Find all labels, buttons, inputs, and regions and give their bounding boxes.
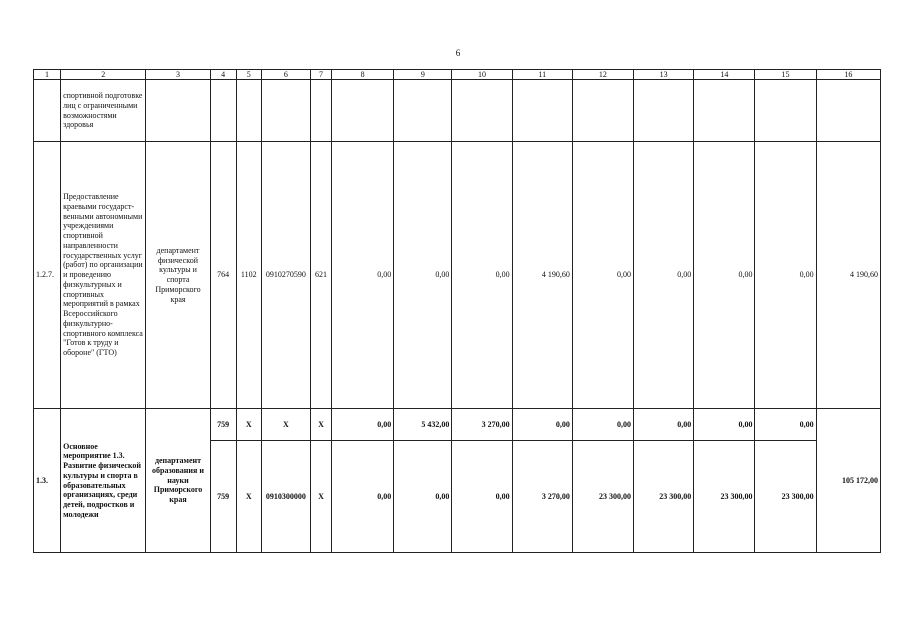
cell-amount: 0,00 (452, 441, 512, 553)
cell-section: 1102 (236, 142, 261, 409)
cell-amount: 23 300,00 (634, 441, 694, 553)
cell-grbs: 759 (210, 441, 236, 553)
column-header: 10 (452, 70, 512, 80)
cell-amount: 3 270,00 (452, 409, 512, 441)
cell-amount: 3 270,00 (512, 441, 572, 553)
table-row-1-2-7 (34, 142, 881, 409)
page-number: 6 (455, 48, 461, 58)
cell-amount: 0,00 (694, 409, 755, 441)
cell-amount: 0,00 (332, 142, 394, 409)
cell-total: 105 172,00 (816, 409, 880, 553)
column-header: 15 (755, 70, 816, 80)
cell-expense-type: X (310, 409, 331, 441)
column-header: 3 (146, 70, 210, 80)
column-header: 13 (634, 70, 694, 80)
cell-target-article: 0910270590 (261, 142, 310, 409)
column-header: 11 (512, 70, 572, 80)
column-header: 6 (261, 70, 310, 80)
cell-amount: 0,00 (634, 409, 694, 441)
column-header: 7 (310, 70, 331, 80)
column-header: 5 (236, 70, 261, 80)
cell-grbs: 759 (210, 409, 236, 441)
table-row-continuation (34, 80, 881, 142)
cell-amount: 0,00 (755, 409, 816, 441)
cell-section: X (236, 409, 261, 441)
cell-amount: 0,00 (394, 441, 452, 553)
column-header: 14 (694, 70, 755, 80)
cell-amount: 0,00 (694, 142, 755, 409)
cell-section: X (236, 441, 261, 553)
executor: департамент физической культуры и спорта Приморского края (146, 142, 210, 409)
cell-amount: 0,00 (332, 409, 394, 441)
cell-amount: 0,00 (394, 142, 452, 409)
cell-amount: 23 300,00 (694, 441, 755, 553)
row-index: 1.2.7. (34, 142, 61, 409)
cell-amount: 23 300,00 (572, 441, 633, 553)
column-header: 2 (61, 70, 146, 80)
column-header: 9 (394, 70, 452, 80)
cell-expense-type: 621 (310, 142, 331, 409)
executor: департамент образования и науки Приморского края (146, 409, 210, 553)
column-header: 16 (816, 70, 880, 80)
cell-expense-type: X (310, 441, 331, 553)
cell-amount: 23 300,00 (755, 441, 816, 553)
cell-amount: 0,00 (572, 409, 633, 441)
cell-amount: 4 190,60 (512, 142, 572, 409)
row-index: 1.3. (34, 409, 61, 553)
cell-target-article: 0910300000 (261, 441, 310, 553)
cell-amount: 5 432,00 (394, 409, 452, 441)
cell-amount: 0,00 (332, 441, 394, 553)
cell-amount: 0,00 (452, 142, 512, 409)
cell-amount: 0,00 (755, 142, 816, 409)
measure-name: Основное мероприятие 1.3. Развитие физической культуры и спорта в образовательных организациях, среди детей, подростков и молодежи (61, 409, 146, 553)
column-header: 12 (572, 70, 633, 80)
cell-amount: 0,00 (572, 142, 633, 409)
measure-name: Предоставление краевыми государст-венными автономными учреждениями спортивной направленности государственных услуг (работ) по организации и проведению физкультурных и спортивных мероприятий в рамках Всероссийского физкультурно-спортивного комплекса "Готов к труду и обороне" (ГТО) (61, 142, 146, 409)
header-row (34, 70, 881, 80)
cell-grbs: 764 (210, 142, 236, 409)
table-row-1-3-sub1 (34, 409, 881, 441)
cell-amount: 0,00 (512, 409, 572, 441)
column-header: 1 (34, 70, 61, 80)
cell-total: 4 190,60 (816, 142, 880, 409)
measure-name: спортивной подготовке лиц с ограниченными возможностями здоровья (61, 80, 146, 142)
cell-target-article: X (261, 409, 310, 441)
cell-amount: 0,00 (634, 142, 694, 409)
column-header: 8 (332, 70, 394, 80)
column-header: 4 (210, 70, 236, 80)
budget-table (33, 69, 881, 553)
